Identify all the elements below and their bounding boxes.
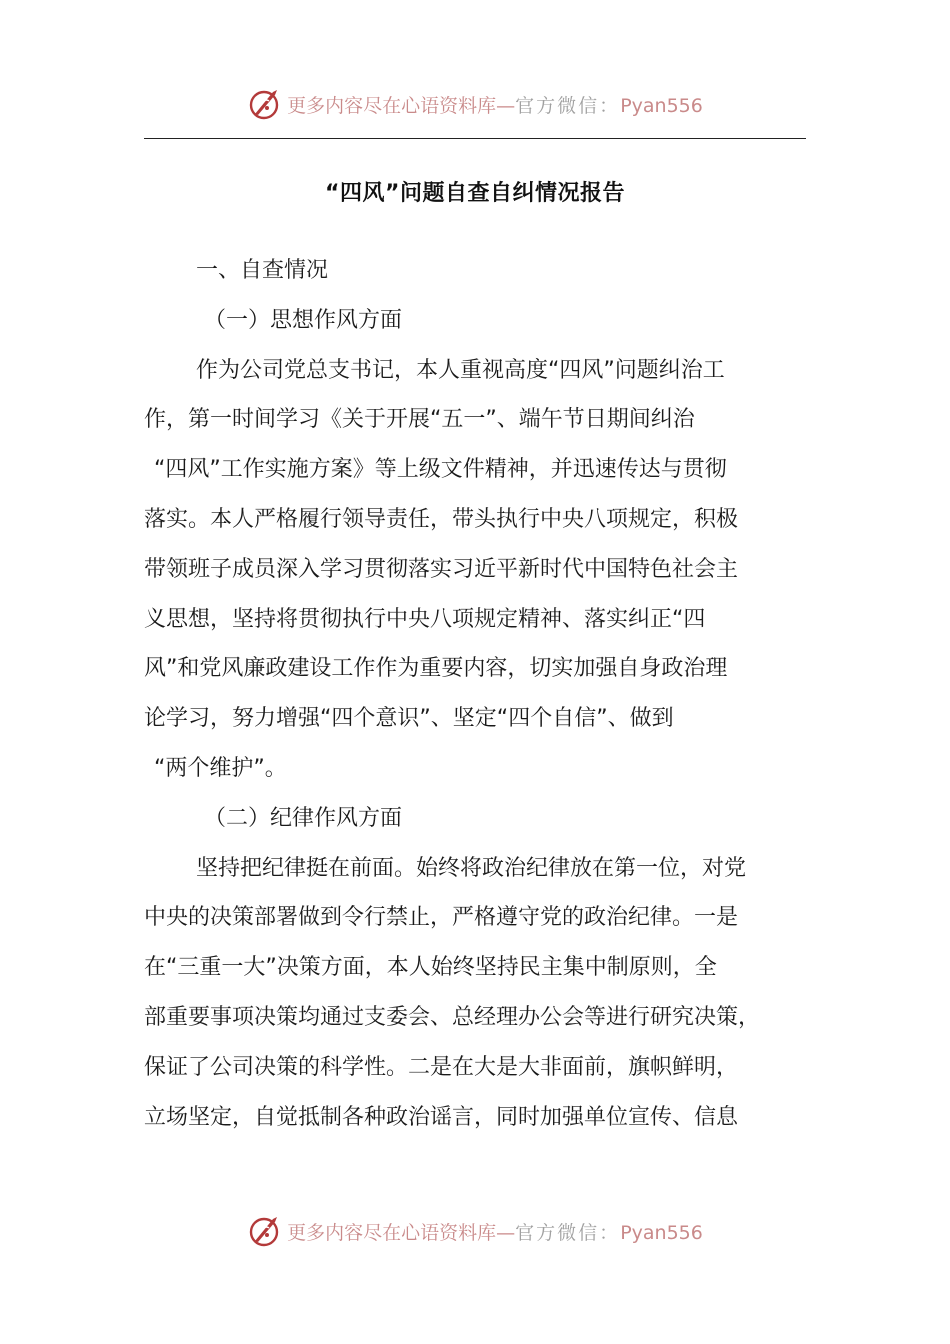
paragraph-line: 落实。本人严格履行领导责任，带头执行中央八项规定，积极	[144, 506, 739, 532]
wechat-label: 官方微信：	[515, 94, 621, 117]
paragraph-line: 立场坚定，自觉抵制各种政治谣言，同时加强单位宣传、信息	[144, 1104, 739, 1130]
subsection-heading: （二）纪律作风方面	[204, 805, 403, 831]
document-body	[144, 246, 796, 1142]
paragraph-line: 义思想，坚持将贯彻执行中央八项规定精神、落实纠正“四	[144, 606, 706, 632]
site-name: 更多内容尽在心语资料库	[287, 1221, 497, 1244]
quill-pen-circle-icon	[247, 86, 283, 122]
paragraph-line: 带领班子成员深入学习贯彻落实习近平新时代中国特色社会主	[144, 556, 739, 582]
paragraph-line: 在“三重一大”决策方面，本人始终坚持民主集中制原则，全	[144, 955, 717, 981]
wechat-id: Pyan556	[620, 1221, 703, 1244]
header-banner	[0, 84, 950, 124]
quill-pen-circle-icon	[247, 1213, 283, 1249]
subsection-heading: （一）思想作风方面	[204, 307, 403, 333]
paragraph-line: 论学习，努力增强“四个意识”、坚定“四个自信”、做到	[144, 706, 674, 732]
header-text	[287, 91, 703, 118]
header-dash: —	[496, 94, 516, 117]
paragraph-line: 坚持把纪律挺在前面。始终将政治纪律放在第一位，对党	[196, 855, 747, 881]
footer-text	[287, 1218, 703, 1245]
paragraph-line: 作，第一时间学习《关于开展“五一”、端午节日期间纠治	[144, 407, 695, 433]
site-name: 更多内容尽在心语资料库	[287, 94, 497, 117]
paragraph-line: 作为公司党总支书记，本人重视高度“四风”问题纠治工	[196, 357, 725, 383]
paragraph-line: 保证了公司决策的科学性。二是在大是大非面前，旗帜鲜明，	[144, 1054, 739, 1080]
footer-dash: —	[496, 1221, 516, 1244]
section-heading: 一、自查情况	[196, 258, 329, 283]
footer-banner	[0, 1211, 950, 1251]
paragraph-line: 中央的决策部署做到令行禁止，严格遵守党的政治纪律。一是	[144, 905, 739, 931]
paragraph-line: 风”和党风廉政建设工作作为重要内容，切实加强自身政治理	[144, 656, 728, 682]
header-divider	[144, 138, 806, 139]
wechat-label: 官方微信：	[515, 1221, 621, 1244]
paragraph-line: “四风”工作实施方案》等上级文件精神，并迅速传达与贯彻	[154, 457, 727, 483]
wechat-id: Pyan556	[620, 94, 703, 117]
paragraph-line: “两个维护”。	[154, 755, 287, 781]
document-title: “四风”问题自查自纠情况报告	[325, 181, 625, 206]
paragraph-line: 部重要事项决策均通过支委会、总经理办公会等进行研究决策，	[144, 1004, 761, 1030]
